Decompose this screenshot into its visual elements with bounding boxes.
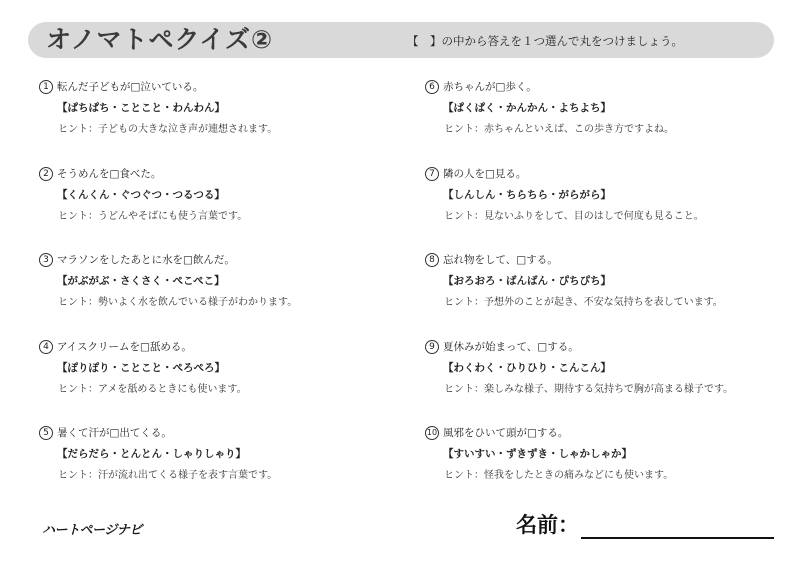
- hint-text: ヒント：子どもの大きな泣き声が連想されます。: [58, 124, 278, 135]
- instruction-text: 【 】の中から答えを１つ選んで丸をつけましょう。: [407, 34, 683, 48]
- answer-choices[interactable]: 【ぽりぽり・ことこと・ぺろぺろ】: [57, 361, 225, 374]
- answer-choices[interactable]: 【ぱちぱち・ことこと・わんわん】: [57, 102, 225, 114]
- question-9: [424, 340, 794, 427]
- answer-choices[interactable]: 【すいすい・ずきずき・しゃかしゃか】: [443, 448, 632, 460]
- question-text: そうめんを□食べた。: [57, 167, 162, 180]
- hint-text: ヒント：怪我をしたときの痛みなどにも使います。: [444, 470, 674, 481]
- answer-choices[interactable]: 【おろおろ・ばんばん・ぴちぴち】: [443, 275, 611, 287]
- question-text: 隣の人を□見る。: [443, 167, 527, 180]
- question-10: [424, 426, 794, 513]
- question-number: 6: [425, 80, 439, 94]
- answer-choices[interactable]: 【ぱくぱく・かんかん・よちよち】: [443, 102, 611, 114]
- question-number: 1: [39, 80, 53, 94]
- answer-choices[interactable]: 【わくわく・ひりひり・こんこん】: [443, 361, 611, 374]
- question-4: [38, 340, 408, 427]
- question-text: アイスクリームを□舐める。: [57, 340, 192, 353]
- name-underline[interactable]: [581, 537, 774, 539]
- hint-text: ヒント：勢いよく水を飲んでいる様子がわかります。: [58, 297, 298, 308]
- page-title: オノマトペクイズ②: [46, 25, 274, 54]
- question-number: 10: [425, 426, 439, 440]
- question-5: [38, 426, 408, 513]
- hint-text: ヒント：予想外のことが起き、不安な気持ちを表しています。: [444, 297, 723, 308]
- answer-choices[interactable]: 【くんくん・ぐつぐつ・つるつる】: [57, 188, 225, 201]
- question-number: 9: [425, 340, 439, 354]
- hint-text: ヒント：汗が流れ出てくる様子を表す言葉です。: [58, 470, 278, 481]
- question-column-right: [424, 80, 794, 513]
- hint-text: ヒント：赤ちゃんといえば、この歩き方ですよね。: [444, 124, 674, 135]
- question-number: 3: [39, 253, 53, 267]
- question-text: 夏休みが始まって、□する。: [443, 340, 579, 353]
- question-8: [424, 253, 794, 340]
- question-number: 8: [425, 253, 439, 267]
- question-text: 暑くて汗が□出てくる。: [57, 427, 172, 439]
- name-label: 名前：: [516, 513, 579, 537]
- question-number: 2: [39, 167, 53, 181]
- question-7: [424, 167, 794, 254]
- question-number: 5: [39, 426, 53, 440]
- hint-text: ヒント：楽しみな様子、期待する気持ちで胸が高まる様子です。: [444, 383, 734, 395]
- hint-text: ヒント：うどんやそばにも使う言葉です。: [58, 210, 248, 222]
- question-text: マラソンをしたあとに水を□飲んだ。: [57, 254, 235, 266]
- question-text: 風邪をひいて頭が□する。: [443, 427, 569, 439]
- name-field[interactable]: [516, 510, 776, 542]
- answer-choices[interactable]: 【しんしん・ちらちら・がらがら】: [443, 188, 611, 201]
- question-2: [38, 167, 408, 254]
- question-3: [38, 253, 408, 340]
- site-logo: ハートページナビ: [42, 523, 142, 538]
- question-1: [38, 80, 408, 167]
- hint-text: ヒント：見ないふりをして、目のはしで何度も見ること。: [444, 210, 704, 222]
- question-number: 7: [425, 167, 439, 181]
- question-number: 4: [39, 340, 53, 354]
- question-text: 赤ちゃんが□歩く。: [443, 81, 537, 93]
- hint-text: ヒント：アメを舐めるときにも使います。: [58, 383, 247, 395]
- answer-choices[interactable]: 【だらだら・とんとん・しゃりしゃり】: [57, 448, 246, 460]
- answer-choices[interactable]: 【がぶがぶ・さくさく・ぺこぺこ】: [57, 275, 225, 287]
- question-6: [424, 80, 794, 167]
- question-column-left: [38, 80, 408, 513]
- question-text: 忘れ物をして、□する。: [443, 254, 558, 266]
- question-text: 転んだ子どもが□泣いている。: [57, 81, 204, 93]
